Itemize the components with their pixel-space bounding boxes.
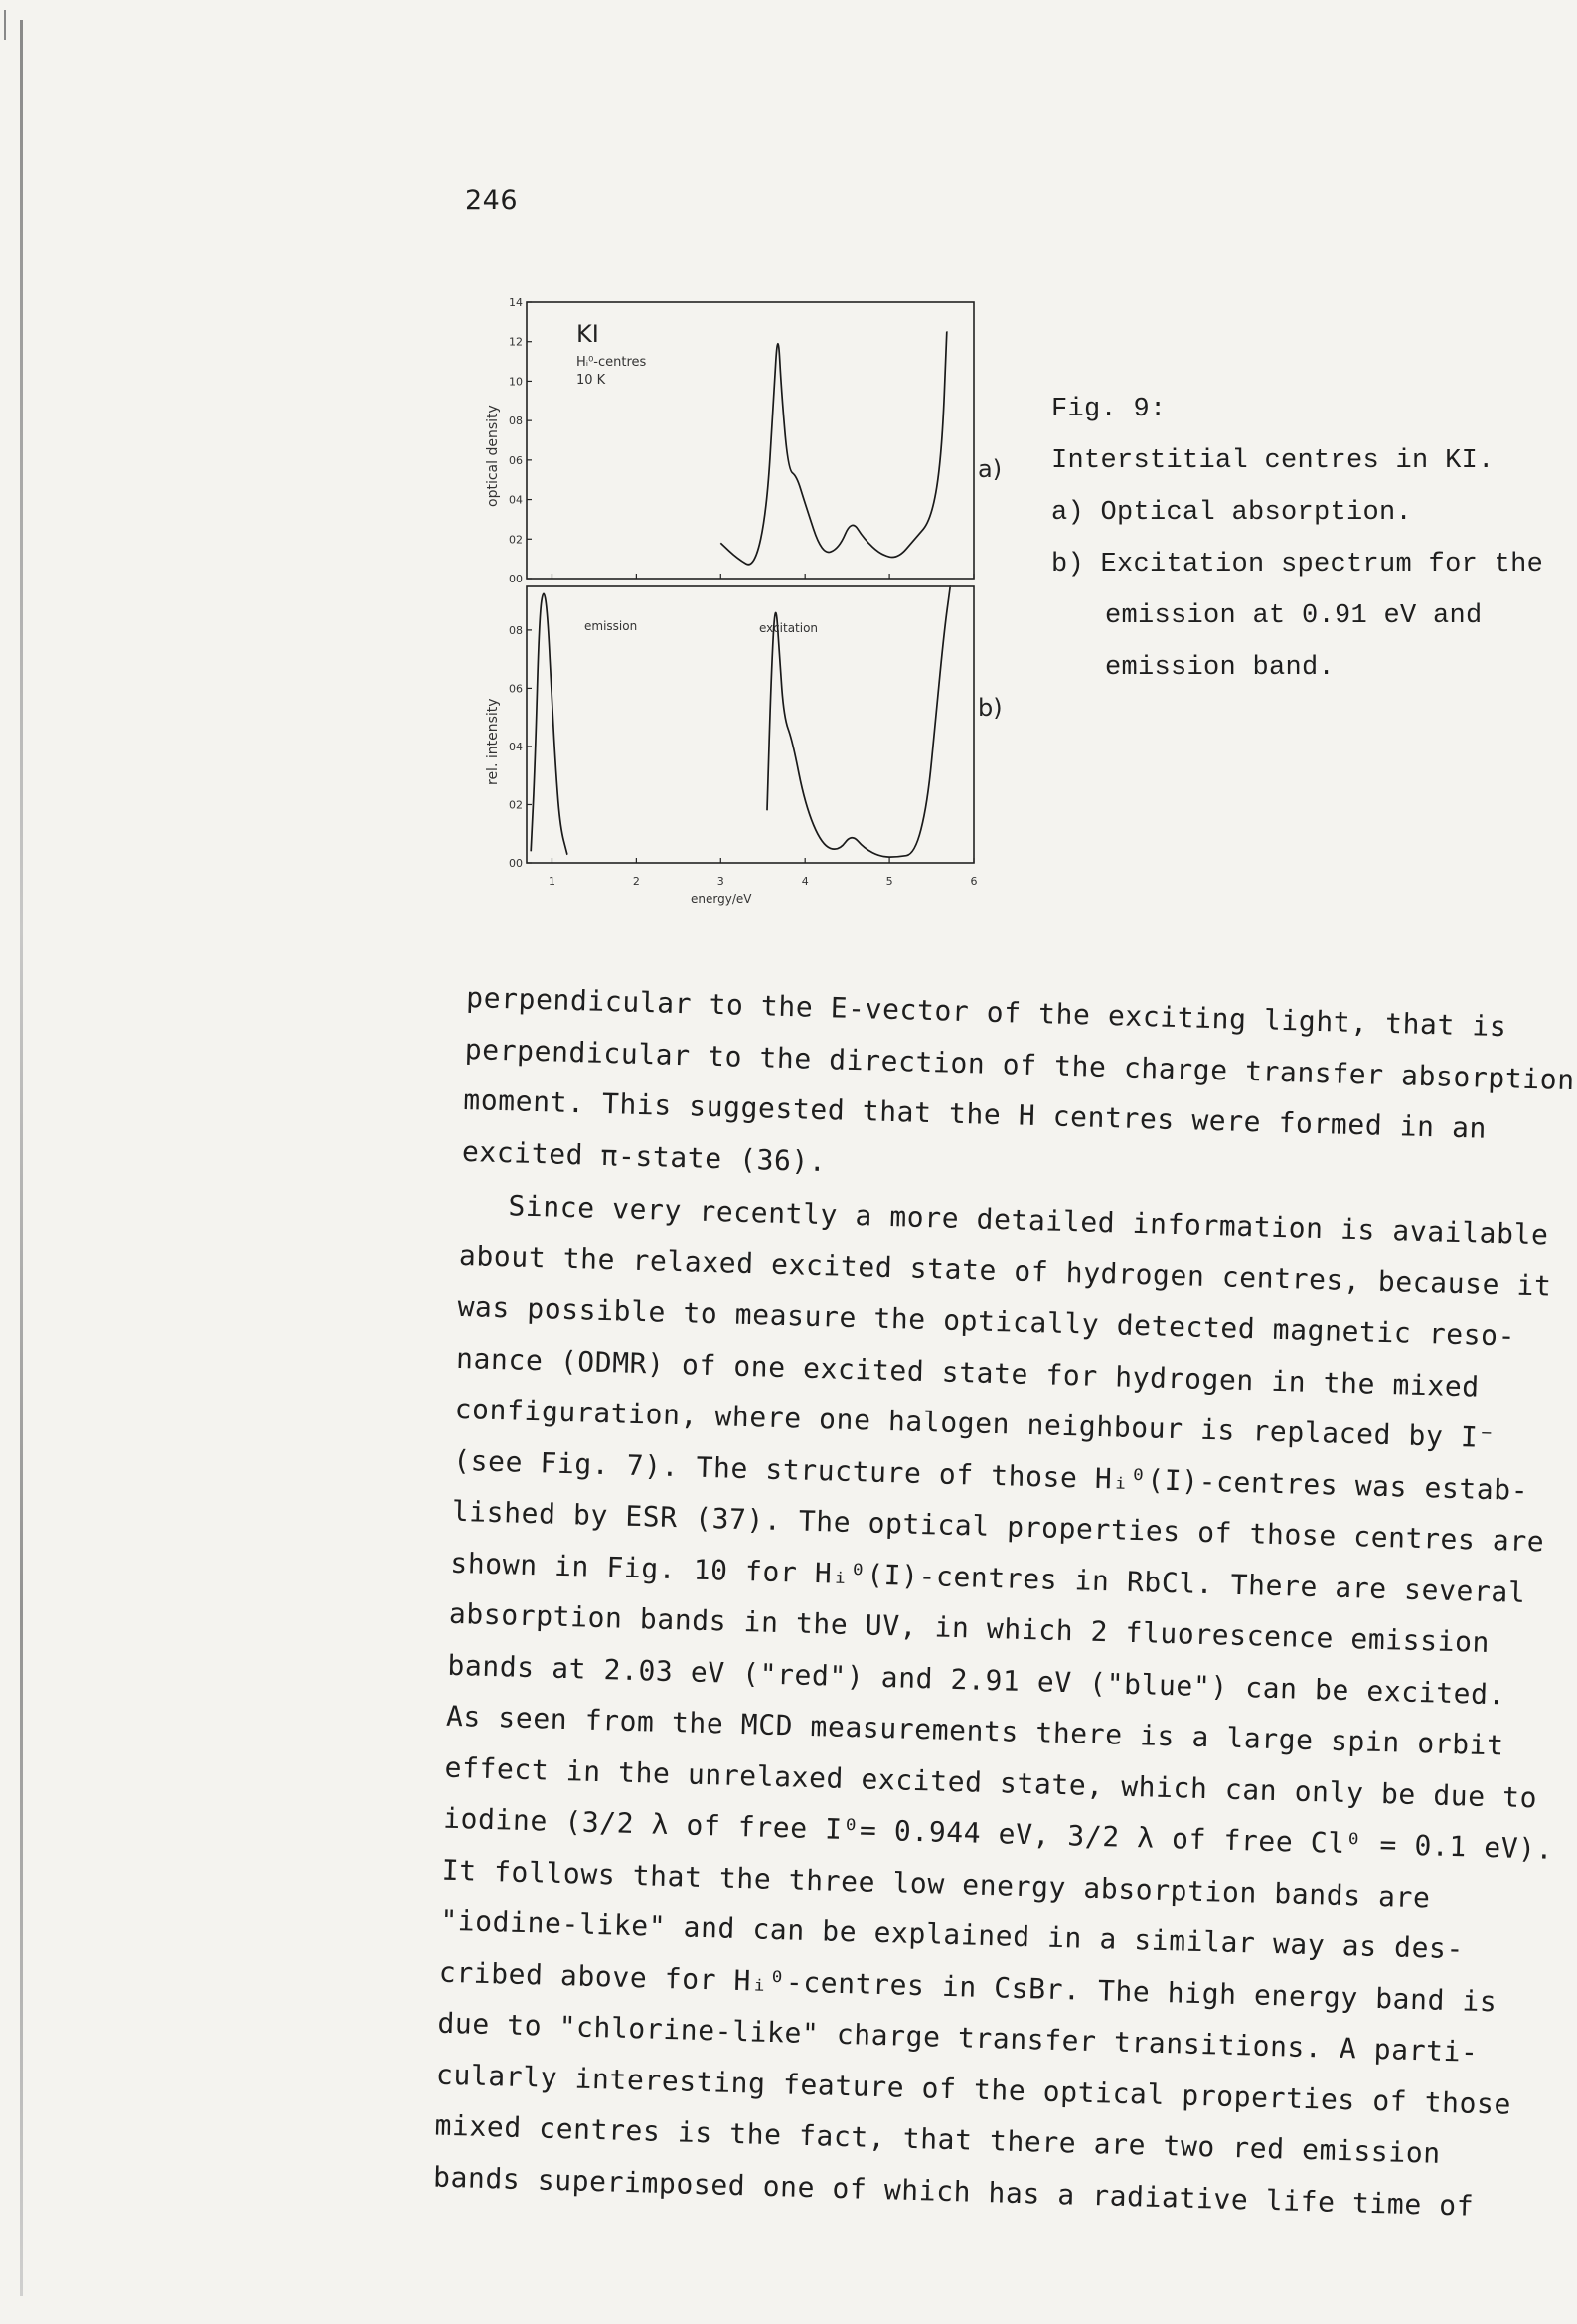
x-tick-label: 2	[632, 875, 640, 888]
paragraph-1	[461, 972, 1576, 1207]
body-text	[432, 972, 1576, 2233]
text-line: It follows that the three low energy absorption bands are	[441, 1853, 1431, 1913]
text-line: lished by ESR (37). The optical properties of those centres are	[451, 1494, 1545, 1559]
y-tick-label-a: 10	[509, 375, 523, 389]
centre-label: Hᵢ⁰-centres	[576, 355, 647, 370]
x-tick-label: 6	[970, 875, 978, 888]
x-tick-label: 1	[548, 875, 555, 888]
text-line: absorption bands in the UV, in which 2 fluorescence emission	[448, 1596, 1491, 1659]
text-line: moment. This suggested that the H centres were formed in an	[462, 1082, 1488, 1145]
text-line: iodine (3/2 λ of free I⁰= 0.944 eV, 3/2 λ of free Cl⁰ = 0.1 eV).	[442, 1801, 1554, 1866]
y-axis-label-bottom: rel. intensity	[485, 698, 501, 785]
text-line: cribed above for Hᵢ⁰-centres in CsBr. The high energy band is	[438, 1955, 1498, 2018]
temperature-label: 10 K	[576, 373, 606, 388]
figure-9	[477, 288, 1003, 924]
y-tick-label-a: 12	[509, 335, 523, 349]
y-tick-label-a: 00	[509, 573, 523, 585]
caption-line: emission at 0.91 eV and	[1105, 601, 1483, 631]
sample-label: KI	[576, 320, 599, 348]
text-line: effect in the unrelaxed excited state, which can only be due to	[444, 1750, 1538, 1814]
text-line: mixed centres is the fact, that there are two red emission	[434, 2108, 1442, 2170]
text-line: cularly interesting feature of the optical properties of those	[435, 2058, 1512, 2121]
x-axis-label: energy/eV	[691, 892, 752, 906]
text-line: perpendicular to the E-vector of the exciting light, that is	[465, 980, 1507, 1044]
caption-line: a) Optical absorption.	[1051, 498, 1413, 528]
y-tick-label-b: 00	[509, 857, 523, 870]
x-tick-label: 3	[716, 875, 724, 888]
figure-9-plot	[477, 288, 1003, 924]
text-line: bands superimposed one of which has a radiative life time of	[432, 2160, 1475, 2223]
page-corner-mark	[4, 10, 6, 40]
y-tick-label-a: 08	[509, 415, 523, 428]
y-tick-label-b: 08	[509, 623, 523, 637]
y-tick-label-a: 14	[509, 296, 523, 309]
y-tick-label-a: 04	[509, 493, 523, 507]
text-line: "iodine-like" and can be explained in a similar way as des-	[439, 1904, 1465, 1966]
page-number: 246	[465, 185, 519, 216]
text-line: As seen from the MCD measurements there is a large spin orbit	[445, 1699, 1505, 1762]
y-axis-label-top: optical density	[485, 405, 501, 507]
y-tick-label-a: 06	[509, 453, 523, 467]
text-line: was possible to measure the optically detected magnetic reso-	[457, 1289, 1516, 1353]
caption-line: b) Excitation spectrum for the	[1051, 550, 1544, 580]
text-line: excited π-state (36).	[461, 1134, 827, 1178]
caption-title: Fig. 9:	[1051, 395, 1167, 424]
plot-curves	[531, 332, 950, 857]
panel-a-label: a)	[978, 455, 1003, 483]
text-line: perpendicular to the direction of the charge transfer absorption	[464, 1032, 1576, 1096]
y-tick-label-b: 04	[509, 740, 523, 753]
text-line: Since very recently a more detailed information is available	[508, 1189, 1549, 1251]
y-tick-label-a: 02	[509, 533, 523, 547]
panel-b-label: b)	[978, 694, 1003, 722]
paragraph-2	[432, 1179, 1554, 2233]
x-tick-label: 5	[885, 875, 893, 888]
y-tick-label-b: 02	[509, 798, 523, 812]
text-line: due to "chlorine-like" charge transfer transitions. A parti-	[437, 2006, 1479, 2069]
text-line: bands at 2.03 eV ("red") and 2.91 eV ("blue") can be excited.	[447, 1648, 1506, 1711]
emission-label: emission	[584, 619, 638, 633]
text-line: (see Fig. 7). The structure of those Hᵢ⁰(I)-centres was estab-	[452, 1443, 1529, 1507]
text-line: configuration, where one halogen neighbour is replaced by I⁻	[454, 1392, 1497, 1455]
text-line: shown in Fig. 10 for Hᵢ⁰(I)-centres in RbCl. There are several	[449, 1546, 1526, 1609]
text-line: nance (ODMR) of one excited state for hydrogen in the mixed	[455, 1341, 1481, 1404]
absorption-curve	[720, 332, 947, 565]
x-tick-label: 4	[801, 875, 809, 888]
text-line: about the relaxed excited state of hydrogen centres, because it	[458, 1239, 1552, 1303]
figure-caption	[1051, 384, 1568, 694]
excitation-label: excitation	[759, 621, 819, 635]
caption-line: emission band.	[1105, 653, 1336, 683]
plot-labels	[485, 320, 1003, 906]
caption-line: Interstitial centres in KI.	[1051, 446, 1495, 476]
emission-curve	[531, 593, 567, 854]
page-edge-shadow	[20, 20, 23, 2296]
y-tick-label-b: 06	[509, 682, 523, 696]
